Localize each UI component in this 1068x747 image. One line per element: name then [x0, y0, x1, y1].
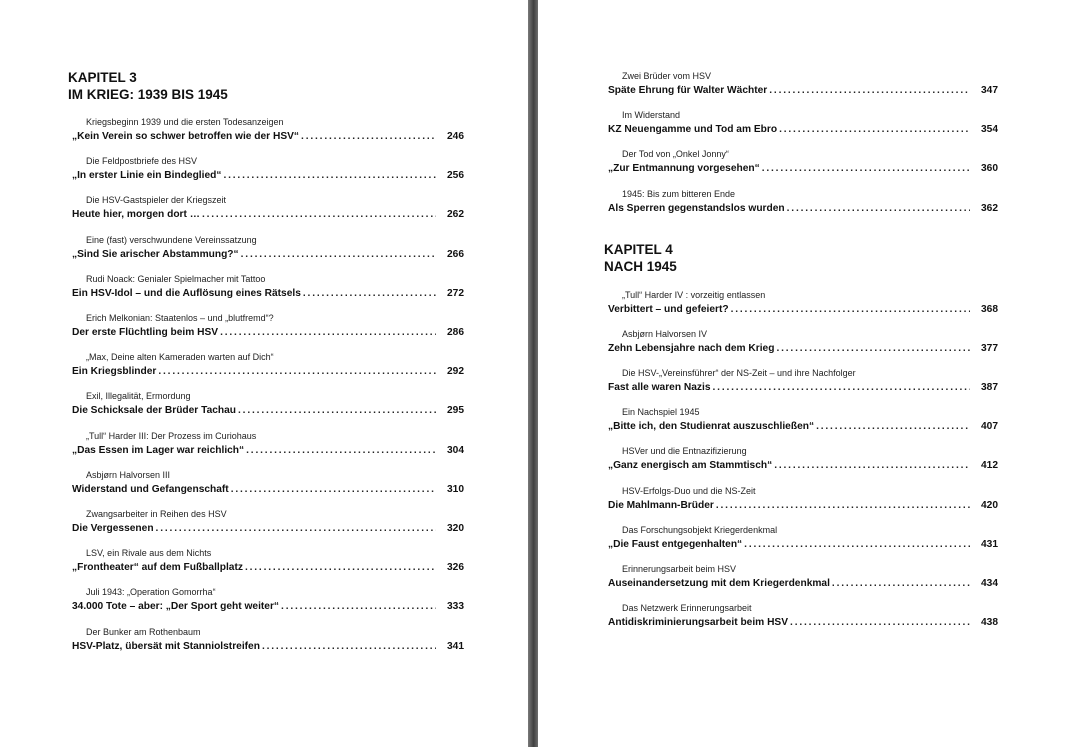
entry-subtitle: Erinnerungsarbeit beim HSV [622, 563, 737, 574]
chapter-label: KAPITEL 4 [604, 242, 673, 257]
entry-line [608, 202, 998, 215]
entry-subtitle: Zwei Brüder vom HSV [622, 71, 712, 81]
entry-line [608, 162, 998, 175]
entry-line [72, 600, 464, 613]
page-number: 412 [981, 460, 998, 472]
dot-leader [158, 365, 436, 378]
page-number: 295 [447, 405, 464, 417]
toc-entry [608, 290, 998, 320]
entry-line [72, 208, 464, 221]
toc-entry [608, 564, 998, 594]
entry-title: „Zur Entmannung vorgesehen“ [608, 163, 760, 175]
page-number: 310 [447, 483, 464, 495]
toc-entry [608, 486, 998, 516]
page-number: 431 [981, 538, 998, 550]
right-page [538, 0, 1068, 747]
entry-line [608, 420, 998, 433]
toc-entry [72, 509, 464, 539]
entry-title: Ein Kriegsblinder [72, 366, 157, 378]
entry-title: „Sind Sie arischer Abstammung?“ [72, 248, 239, 260]
toc-entry [72, 352, 464, 382]
page-number: 286 [447, 327, 464, 338]
dot-leader [787, 202, 970, 215]
dot-leader [241, 248, 436, 261]
entry-title: „Ganz energisch am Stammtisch“ [608, 460, 773, 472]
entry-title: „Die Faust entgegenhalten“ [608, 538, 743, 550]
page-number: 320 [447, 523, 464, 534]
toc-entry [72, 235, 464, 265]
toc-entry [72, 156, 464, 186]
page-number: 246 [447, 131, 464, 142]
entry-subtitle: „Max, Deine alten Kameraden warten auf Dich“ [86, 352, 274, 363]
page-number: 387 [981, 382, 998, 394]
page-number: 377 [981, 343, 998, 355]
dot-leader [769, 84, 970, 97]
entry-title: Der erste Flüchtling beim HSV [72, 327, 219, 338]
dot-leader [231, 483, 436, 496]
toc-entry [72, 391, 464, 421]
entry-subtitle: „Tull“ Harder IV : vorzeitig entlassen [622, 290, 766, 300]
entry-line [608, 499, 998, 512]
entry-line [72, 248, 464, 261]
left-page [0, 0, 528, 747]
entry-line [72, 483, 464, 496]
entry-line [72, 130, 464, 143]
entry-subtitle: Das Forschungsobjekt Kriegerdenkmal [622, 524, 778, 535]
dot-leader [238, 404, 436, 417]
entry-title: „Frontheater“ auf dem Fußballplatz [72, 562, 243, 574]
page-number: 292 [447, 366, 464, 378]
page-number: 438 [981, 616, 998, 628]
entry-subtitle: Exil, Illegalität, Ermordung [86, 391, 191, 402]
entry-line [608, 342, 998, 355]
dot-leader [202, 208, 436, 221]
dot-leader [246, 444, 436, 457]
entry-subtitle: Im Widerstand [622, 110, 681, 121]
entry-line [608, 303, 998, 316]
entry-line [72, 169, 464, 182]
chapter-heading [604, 241, 677, 275]
dot-leader [220, 326, 436, 339]
entry-title: Die Mahlmann-Brüder [608, 499, 714, 511]
page-number: 362 [981, 202, 998, 214]
dot-leader [744, 538, 970, 551]
toc-entry [72, 117, 464, 147]
dot-leader [790, 616, 970, 629]
page-number: 333 [447, 601, 464, 613]
entry-line [608, 616, 998, 629]
entry-line [72, 640, 464, 653]
dot-leader [774, 459, 970, 472]
dot-leader [303, 287, 436, 300]
toc-entry [608, 329, 998, 359]
entry-line [72, 287, 464, 300]
entry-subtitle: Juli 1943: „Operation Gomorrha“ [86, 587, 216, 598]
entry-subtitle: Die HSV-Gastspieler der Kriegszeit [86, 195, 227, 206]
toc-entry [608, 71, 998, 101]
chapter-label: KAPITEL 3 [68, 70, 137, 85]
page-number: 354 [981, 124, 998, 136]
toc-entry [72, 548, 464, 578]
entry-subtitle: HSV-Erfolgs-Duo und die NS-Zeit [622, 485, 756, 496]
dot-leader [816, 420, 970, 433]
toc-entry [72, 195, 464, 225]
page-number: 262 [447, 209, 464, 221]
book-spine [528, 0, 538, 747]
entry-subtitle: 1945: Bis zum bitteren Ende [622, 188, 736, 199]
entry-subtitle: Kriegsbeginn 1939 und die ersten Todesanzeigen [86, 117, 284, 127]
dot-leader [716, 499, 970, 512]
toc-entry [72, 470, 464, 500]
page-number: 347 [981, 85, 998, 96]
entry-line [608, 538, 998, 551]
dot-leader [832, 577, 970, 590]
entry-title: Als Sperren gegenstandslos wurden [608, 202, 785, 214]
entry-subtitle: Asbjørn Halvorsen IV [622, 329, 708, 340]
entry-title: Fast alle waren Nazis [608, 382, 711, 394]
dot-leader [245, 561, 436, 574]
entry-subtitle: Die HSV-„Vereinsführer“ der NS-Zeit – und ihre Nachfolger [622, 368, 856, 379]
entry-title: Die Schicksale der Brüder Tachau [72, 405, 237, 417]
entry-title: „Bitte ich, den Studienrat auszuschließen“ [608, 421, 815, 433]
entry-subtitle: Der Tod von „Onkel Jonny“ [622, 149, 729, 160]
dot-leader [731, 303, 970, 316]
entry-subtitle: Die Feldpostbriefe des HSV [86, 156, 198, 167]
chapter-title: NACH 1945 [604, 259, 677, 274]
page-number: 434 [981, 577, 998, 589]
dot-leader [762, 162, 970, 175]
entry-subtitle: HSVer und die Entnazifizierung [622, 446, 747, 457]
entry-line [72, 365, 464, 378]
toc-entry [608, 368, 998, 398]
entry-subtitle: „Tull“ Harder III: Der Prozess im Curiohaus [86, 430, 257, 441]
toc-entry [608, 110, 998, 140]
entry-title: KZ Neuengamme und Tod am Ebro [608, 124, 778, 136]
toc-entry [72, 274, 464, 304]
entry-line [72, 561, 464, 574]
toc-entry [608, 189, 998, 219]
entry-subtitle: Der Bunker am Rothenbaum [86, 626, 201, 637]
toc-entry [608, 603, 998, 633]
page-number: 266 [447, 248, 464, 260]
toc-entry [72, 431, 464, 461]
entry-title: Späte Ehrung für Walter Wächter [608, 85, 768, 96]
dot-leader [156, 522, 436, 535]
page-number: 407 [981, 421, 998, 433]
entry-title: „In erster Linie ein Bindeglied“ [72, 170, 222, 182]
entry-subtitle: Ein Nachspiel 1945 [622, 407, 700, 418]
entry-subtitle: LSV, ein Rivale aus dem Nichts [86, 548, 212, 559]
entry-line [608, 123, 998, 136]
dot-leader [262, 640, 436, 653]
entry-title: Widerstand und Gefangenschaft [72, 483, 229, 495]
dot-leader [713, 381, 971, 394]
page-number: 272 [447, 287, 464, 299]
entry-title: „Das Essen im Lager war reichlich“ [72, 444, 245, 456]
toc-entry [608, 149, 998, 179]
dot-leader [301, 130, 436, 143]
chapter-title: IM KRIEG: 1939 BIS 1945 [68, 87, 228, 102]
dot-leader [223, 169, 436, 182]
entry-line [72, 522, 464, 535]
entry-line [608, 84, 998, 97]
entry-subtitle: Eine (fast) verschwundene Vereinssatzung [86, 234, 257, 245]
page-number: 304 [447, 444, 464, 456]
toc-entry [72, 313, 464, 343]
page-number: 256 [447, 170, 464, 182]
entry-line [608, 577, 998, 590]
entry-title: HSV-Platz, übersät mit Stanniolstreifen [72, 640, 260, 652]
entry-subtitle: Das Netzwerk Erinnerungsarbeit [622, 602, 752, 613]
page-number: 326 [447, 562, 464, 574]
entry-title: Antidiskriminierungsarbeit beim HSV [608, 616, 789, 628]
toc-entry [72, 587, 464, 617]
entry-title: Die Vergessenen [72, 523, 154, 534]
toc-entry [608, 407, 998, 437]
entry-title: „Kein Verein so schwer betroffen wie der HSV“ [72, 131, 300, 142]
entry-subtitle: Asbjørn Halvorsen III [86, 469, 171, 480]
entry-title: Ein HSV-Idol – und die Auflösung eines Rätsels [72, 287, 301, 299]
entry-title: Heute hier, morgen dort … [72, 209, 200, 221]
entry-line [72, 404, 464, 417]
toc-entry [608, 525, 998, 555]
toc-entry [72, 627, 464, 657]
entry-subtitle: Zwangsarbeiter in Reihen des HSV [86, 509, 227, 519]
page-number: 368 [981, 304, 998, 315]
dot-leader [776, 342, 970, 355]
page-number: 360 [981, 163, 998, 175]
entry-title: 34.000 Tote – aber: „Der Sport geht weiter“ [72, 601, 280, 613]
entry-title: Auseinandersetzung mit dem Kriegerdenkmal [608, 577, 830, 589]
entry-line [72, 326, 464, 339]
page-number: 420 [981, 499, 998, 511]
entry-subtitle: Rudi Noack: Genialer Spielmacher mit Tattoo [86, 273, 266, 284]
toc-entry [608, 446, 998, 476]
entry-line [608, 381, 998, 394]
entry-title: Zehn Lebensjahre nach dem Krieg [608, 343, 775, 355]
entry-line [608, 459, 998, 472]
entry-title: Verbittert – und gefeiert? [608, 304, 729, 315]
dot-leader [779, 123, 970, 136]
dot-leader [281, 600, 436, 613]
entry-subtitle: Erich Melkonian: Staatenlos – und „blutfremd“? [86, 313, 274, 323]
entry-line [72, 444, 464, 457]
chapter-heading [68, 69, 228, 103]
page-number: 341 [447, 640, 464, 652]
